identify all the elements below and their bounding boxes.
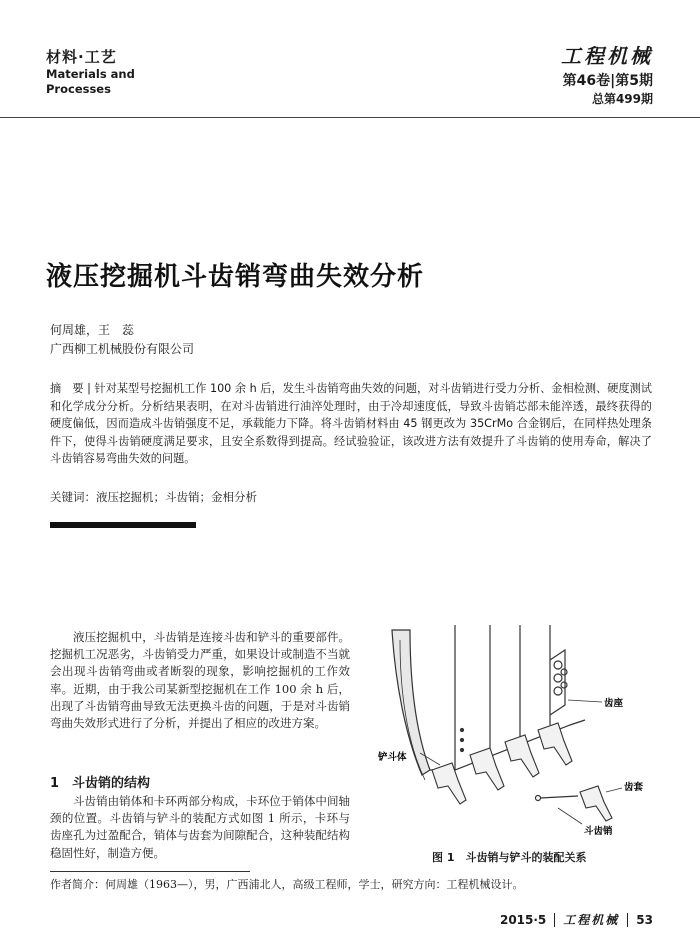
label-tooth-sleeve: 齿套	[624, 782, 644, 793]
header-rule	[0, 117, 700, 118]
label-tooth-pin: 斗齿销	[584, 826, 613, 837]
section-1-paragraph: 斗齿销由销体和卡环两部分构成，卡环位于销体中间轴颈的位置。斗齿销与铲斗的装配方式如图 1 所示，卡环与齿座孔为过盈配合，销体与齿套为间隙配合，这种装配结构稳固性好，制造方便。	[50, 794, 350, 860]
footnote-rule	[50, 871, 250, 872]
footer-logo: 工程机械	[563, 913, 620, 927]
section-1-title: 1 斗齿销的结构	[50, 776, 151, 791]
label-bucket-body: 铲斗体	[378, 752, 407, 763]
figure-caption: 图 1 斗齿销与铲斗的装配关系	[432, 851, 587, 864]
journal-logo: 工程机械	[561, 44, 653, 68]
keywords: 关键词：液压挖掘机；斗齿销；金相分析	[50, 490, 257, 504]
footer-issue: 2015·5	[499, 912, 547, 927]
footer-separator	[554, 913, 555, 927]
article-title: 液压挖掘机斗齿销弯曲失效分析	[46, 262, 425, 292]
abstract: 摘 要 | 针对某型号挖掘机工作 100 余 h 后，发生斗齿销弯曲失效的问题，对斗齿销进行受力分析、金相检测、硬度测试和化学成分分析。分析结果表明，在对斗齿销进行油淬处理时，由于冷却速度低，导致斗齿销芯部未能淬透，最终获得的硬度偏低，因而造成斗齿销强度不足，承载能力下降。将斗齿销材料由 45 钢更改为 35CrMo 合金钢后，在同样热处理条件下，使得斗齿销硬度满足要求，且安全系数得到提高。经试验验证，该改进方法有效提升了斗齿销的使用寿命，解决了斗齿销容易弯曲失效的问题。	[50, 382, 652, 465]
page-footer	[500, 911, 653, 928]
total-issue: 总第499期	[591, 92, 653, 106]
intro-paragraph: 液压挖掘机中，斗齿销是连接斗齿和铲斗的重要部件。挖掘机工况恶劣，斗齿销受力严重，如果设计或制造不当就会出现斗齿销弯曲或者断裂的现象，影响挖掘机的工作效率。近期，由于我公司某新型挖掘机在工作 100 余 h 后，出现了斗齿销弯曲导致无法更换斗齿的问题，于是对斗齿销弯曲失效形式进行了分析，并提出了相应的改进方案。	[50, 630, 350, 731]
divider-bar	[50, 522, 196, 528]
page-number: 53	[636, 912, 653, 927]
footer-separator	[627, 913, 628, 927]
section-name-en: Materials and Processes	[46, 67, 135, 96]
affiliation: 广西柳工机械股份有限公司	[50, 342, 195, 356]
authors: 何周雄，王 蕊	[50, 323, 135, 337]
volume-issue: 第46卷|第5期	[562, 73, 653, 89]
label-tooth-seat: 齿座	[604, 698, 624, 709]
figure-bucket-assembly	[370, 620, 655, 845]
section-name-cn: 材料·工艺	[46, 48, 117, 66]
author-footnote: 作者简介：何周雄（1963—），男，广西浦北人，高级工程师，学士，研究方向：工程机械设计。	[50, 878, 524, 891]
